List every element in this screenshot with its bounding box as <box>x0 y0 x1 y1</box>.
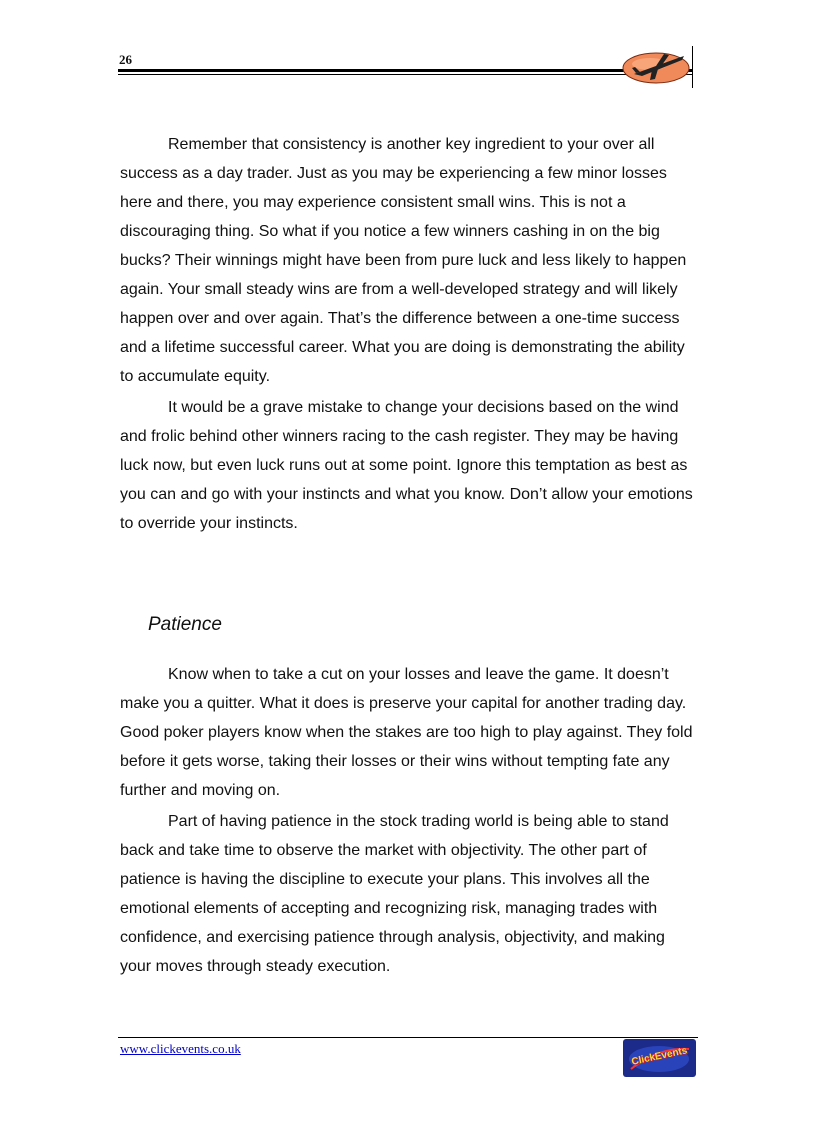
paragraph: Part of having patience in the stock trading world is being able to stand back and take time to observe the market with objectivity. The other part of patience is having the discipline to execute your plans. This involves all the emotional elements of accepting and recognizing risk, managing trades with confidence, and exercising patience through analysis, objectivity, and making your moves through steady execution. <box>120 813 669 975</box>
section-heading-patience: Patience <box>148 614 222 635</box>
paragraph: Remember that consistency is another key ingredient to your over all success as a day trader. Just as you may be experiencing a few minor losses here and there, you may experience consistent small wins. This is not a discouraging thing. So what if you notice a few winners cashing in on the big bucks? Their winnings might have been from pure luck and less likely to happen again. Your small steady wins are from a well-developed strategy and will likely happen over and over again. That’s the difference between a one-time success and a lifetime successful career. What you are doing is demonstrating the ability to accumulate equity. <box>120 136 687 385</box>
header-rule <box>118 69 692 72</box>
clickevents-logo-icon <box>623 1039 696 1077</box>
footer-rule <box>118 1037 698 1038</box>
paragraph: Know when to take a cut on your losses and leave the game. It doesn’t make you a quitter. What it does is preserve your capital for another trading day. Good poker players know when the stakes are too high to play against. They fold before it gets worse, taking their losses or their wins without tempting fate any further and moving on. <box>120 666 693 799</box>
paragraph: It would be a grave mistake to change your decisions based on the wind and frolic behind other winners racing to the cash register. They may be having luck now, but even luck runs out at some point. Ignore this temptation as best as you can and go with your instincts and what you know. Don’t allow your emotions to override your instincts. <box>120 399 693 532</box>
airplane-logo-icon <box>620 46 694 86</box>
footer-website-link[interactable]: www.clickevents.co.uk <box>120 1041 241 1056</box>
header-rule-thin <box>118 74 692 75</box>
section-consistency <box>120 130 696 538</box>
logo-text: ClickEvents <box>630 1045 689 1068</box>
section-patience <box>120 660 696 981</box>
page-number: 26 <box>119 52 132 67</box>
